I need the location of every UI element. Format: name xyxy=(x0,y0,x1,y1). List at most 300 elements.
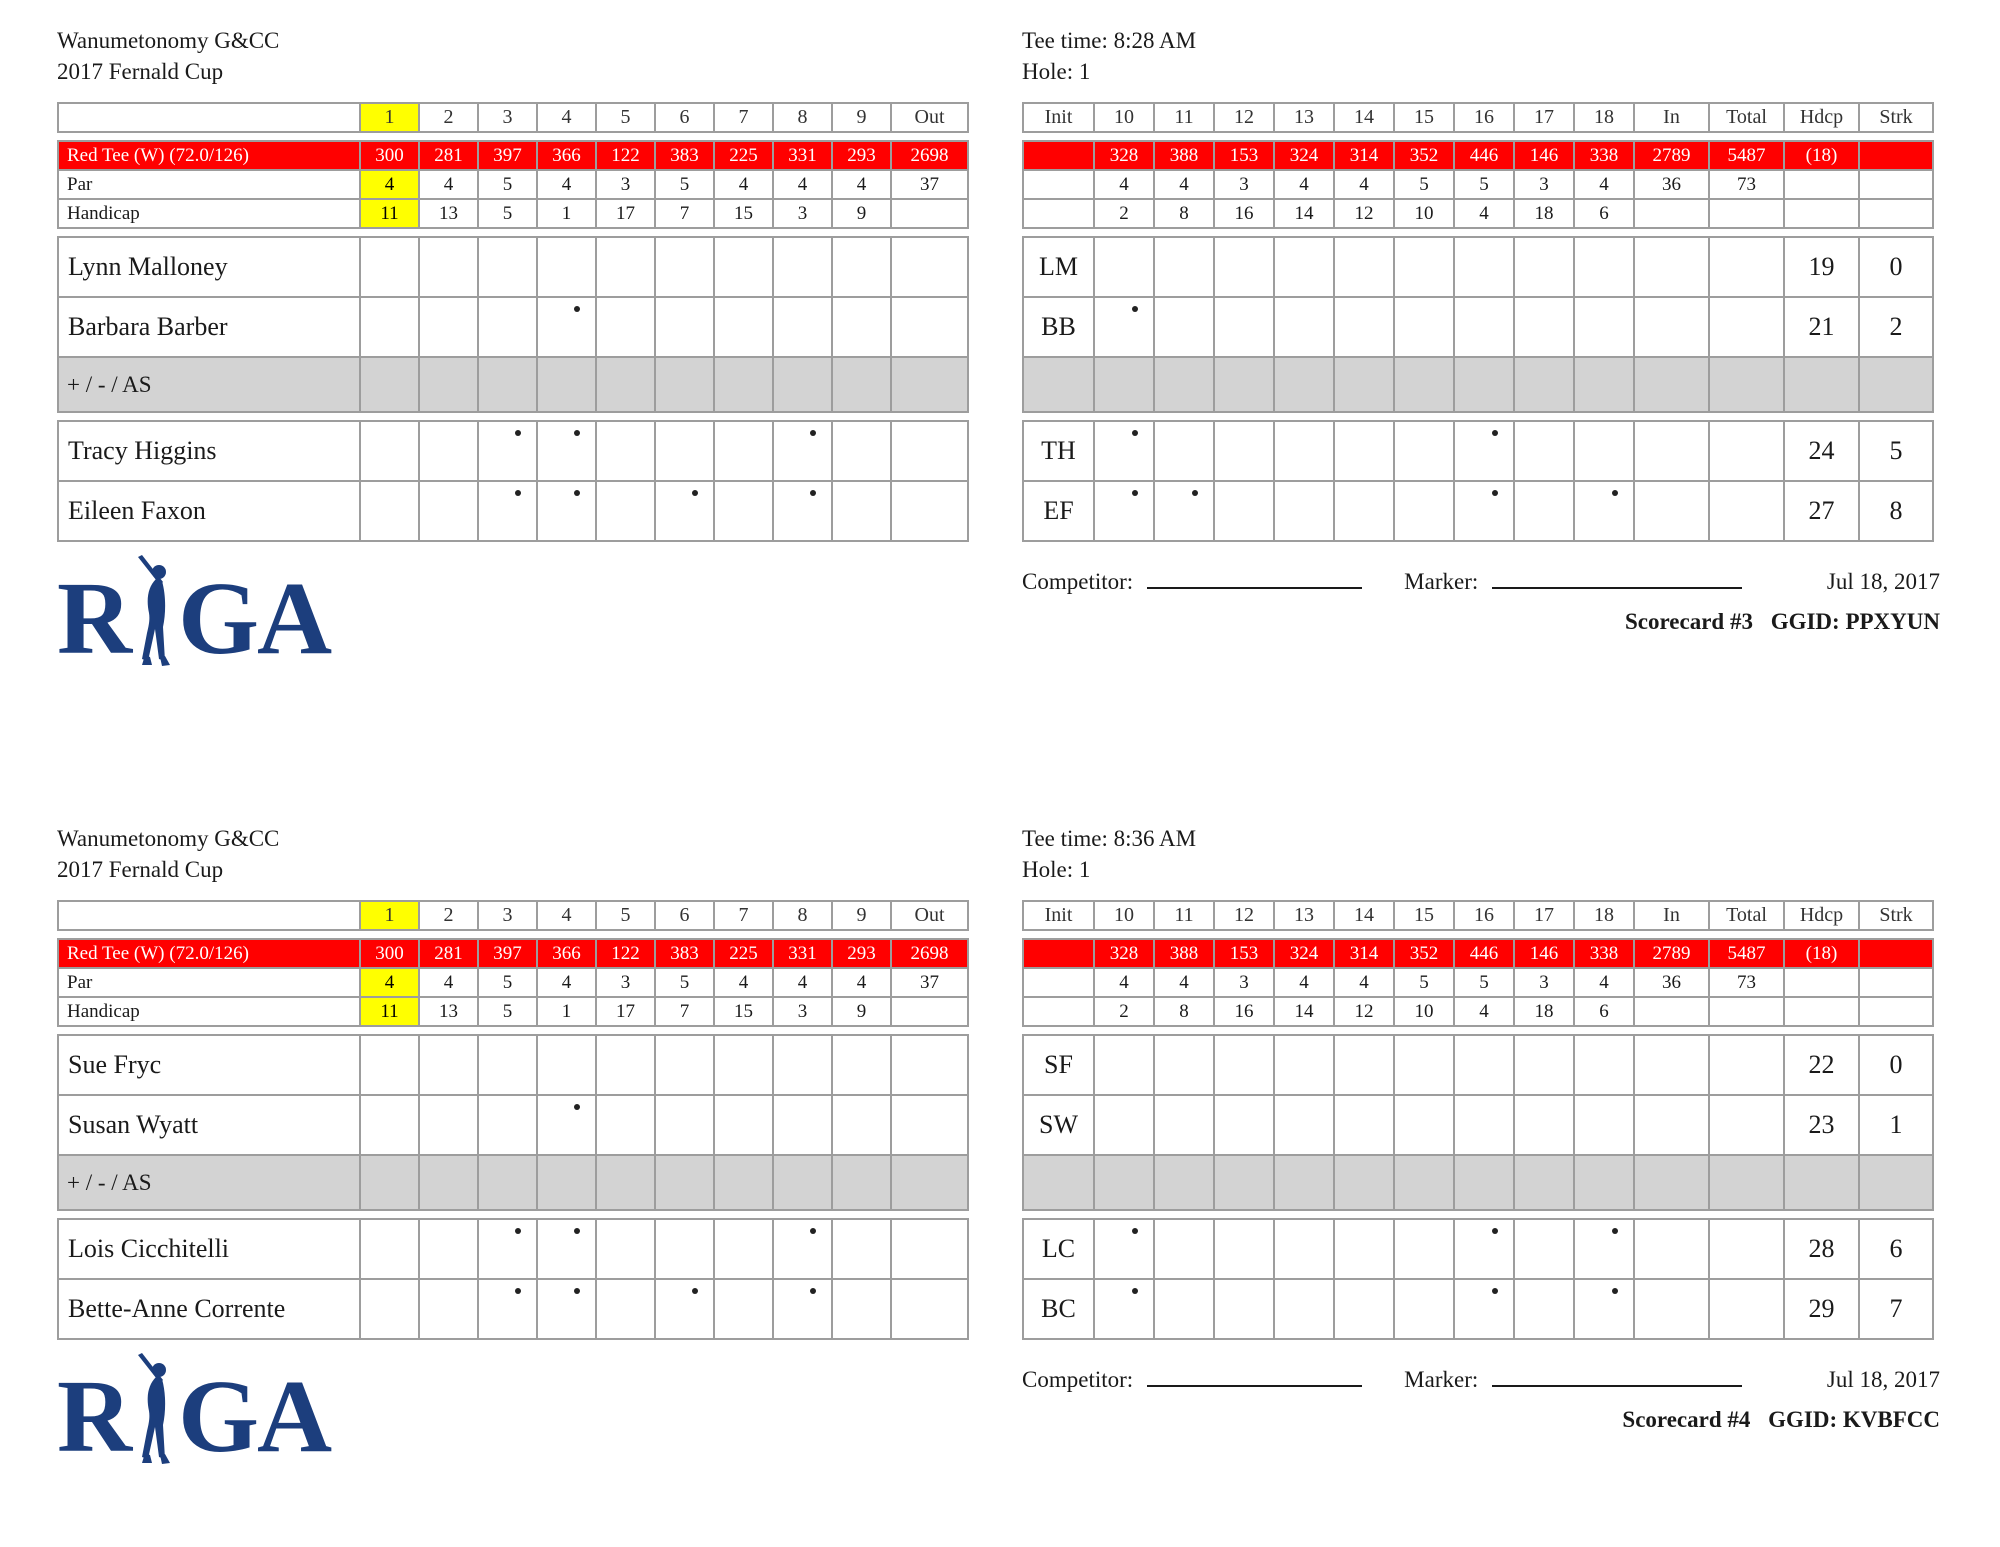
total-cell xyxy=(1709,1279,1784,1339)
par-cell: 36 xyxy=(1634,170,1709,199)
hole-header-cell: 7 xyxy=(714,901,773,930)
handicap-cell: 5 xyxy=(478,997,537,1026)
handicap-cell: 16 xyxy=(1214,997,1274,1026)
score-cell xyxy=(1394,421,1454,481)
yardage-cell: 352 xyxy=(1394,141,1454,170)
hdcp-cell: 29 xyxy=(1784,1279,1859,1339)
score-cell xyxy=(1394,1219,1454,1279)
front-team2-table xyxy=(57,420,969,542)
score-cell xyxy=(1274,297,1334,357)
yardage-cell: 383 xyxy=(655,939,714,968)
stroke-dot xyxy=(1132,1288,1138,1294)
hole-header-cell: Init xyxy=(1023,103,1094,132)
handicap-cell: 18 xyxy=(1514,997,1574,1026)
hole-header-cell: 3 xyxy=(478,103,537,132)
par-cell: 4 xyxy=(1334,170,1394,199)
hole-header-cell: Hdcp xyxy=(1784,901,1859,930)
par-cell: 4 xyxy=(1274,170,1334,199)
par-cell: 4 xyxy=(419,170,478,199)
handicap-cell: 9 xyxy=(832,199,891,228)
total-cell xyxy=(1709,1095,1784,1155)
hdcp-cell: 23 xyxy=(1784,1095,1859,1155)
score-cell xyxy=(1454,481,1514,541)
handicap-cell: 1 xyxy=(537,199,596,228)
score-cell xyxy=(655,421,714,481)
handicap-cell xyxy=(1784,997,1859,1026)
plusminus-cell xyxy=(1094,1155,1154,1210)
card-footer xyxy=(1022,555,1940,667)
plusminus-cell xyxy=(537,357,596,412)
yardage-cell: 146 xyxy=(1514,939,1574,968)
score-cell xyxy=(655,1035,714,1095)
score-cell xyxy=(1094,1279,1154,1339)
handicap-cell: 4 xyxy=(1454,997,1514,1026)
handicap-cell: 7 xyxy=(655,199,714,228)
handicap-cell: 15 xyxy=(714,997,773,1026)
score-cell xyxy=(1334,421,1394,481)
hole-indicator: Hole: 1 xyxy=(1022,59,1091,84)
stroke-dot xyxy=(810,1288,816,1294)
hdcp-cell: 24 xyxy=(1784,421,1859,481)
score-cell xyxy=(478,481,537,541)
score-cell xyxy=(360,1095,419,1155)
par-cell: 4 xyxy=(832,170,891,199)
score-cell xyxy=(1154,421,1214,481)
score-cell xyxy=(773,1219,832,1279)
handicap-cell: 2 xyxy=(1094,199,1154,228)
player-initials-cell: BC xyxy=(1023,1279,1094,1339)
score-cell xyxy=(1454,1035,1514,1095)
handicap-cell: 3 xyxy=(773,997,832,1026)
hole-header-cell: 9 xyxy=(832,103,891,132)
total-cell xyxy=(1709,481,1784,541)
handicap-cell xyxy=(1634,997,1709,1026)
scorecard-number: Scorecard #3 xyxy=(1624,609,1753,634)
par-cell xyxy=(1784,968,1859,997)
score-cell xyxy=(596,1035,655,1095)
yardage-cell: (18) xyxy=(1784,141,1859,170)
plusminus-cell xyxy=(1214,357,1274,412)
score-cell xyxy=(360,237,419,297)
riga-logo xyxy=(57,555,1022,676)
plusminus-cell xyxy=(1574,1155,1634,1210)
front-team2-table xyxy=(57,1218,969,1340)
hole-header-cell: 15 xyxy=(1394,103,1454,132)
yardage-cell: 328 xyxy=(1094,939,1154,968)
stroke-dot xyxy=(1192,490,1198,496)
score-cell xyxy=(1094,1095,1154,1155)
handicap-cell: 10 xyxy=(1394,199,1454,228)
score-cell xyxy=(1514,237,1574,297)
back-header-table xyxy=(1022,900,1934,931)
stroke-dot xyxy=(574,430,580,436)
plusminus-cell xyxy=(596,357,655,412)
back-teeinfo-table xyxy=(1022,140,1934,229)
out-total-cell xyxy=(891,237,968,297)
par-cell: 36 xyxy=(1634,968,1709,997)
score-cell xyxy=(1514,1035,1574,1095)
score-cell xyxy=(419,421,478,481)
score-cell xyxy=(360,481,419,541)
score-cell xyxy=(478,421,537,481)
plusminus-cell xyxy=(891,1155,968,1210)
plusminus-cell xyxy=(1574,357,1634,412)
hole-header-cell: 5 xyxy=(596,901,655,930)
score-cell xyxy=(1154,1035,1214,1095)
handicap-cell: 6 xyxy=(1574,997,1634,1026)
yardage-cell: 225 xyxy=(714,939,773,968)
out-total-cell xyxy=(891,1035,968,1095)
score-cell xyxy=(1274,1095,1334,1155)
score-cell xyxy=(714,297,773,357)
golfer-icon xyxy=(132,555,176,667)
stroke-dot xyxy=(515,430,521,436)
score-cell xyxy=(1454,1095,1514,1155)
score-cell xyxy=(478,297,537,357)
strk-cell: 0 xyxy=(1859,1035,1933,1095)
score-cell xyxy=(1394,1095,1454,1155)
score-cell xyxy=(1454,237,1514,297)
par-cell: 4 xyxy=(1334,968,1394,997)
front-header-table xyxy=(57,900,969,931)
stroke-dot xyxy=(1612,1288,1618,1294)
tee-time: Tee time: 8:36 AM xyxy=(1022,826,1197,851)
in-total-cell xyxy=(1634,1279,1709,1339)
par-cell: 4 xyxy=(714,968,773,997)
stroke-dot xyxy=(574,1288,580,1294)
hole-header-cell: 17 xyxy=(1514,103,1574,132)
yardage-cell: 388 xyxy=(1154,939,1214,968)
score-cell xyxy=(419,1279,478,1339)
marker-label: Marker: xyxy=(1404,569,1479,594)
yardage-cell: 5487 xyxy=(1709,939,1784,968)
handicap-cell: 13 xyxy=(419,997,478,1026)
score-cell xyxy=(360,1035,419,1095)
hole-header-cell: Strk xyxy=(1859,103,1933,132)
front-nine-table xyxy=(57,102,967,549)
handicap-cell: 2 xyxy=(1094,997,1154,1026)
par-cell: 3 xyxy=(596,170,655,199)
plusminus-cell xyxy=(1394,357,1454,412)
par-cell: 73 xyxy=(1709,968,1784,997)
stroke-dot xyxy=(1612,1228,1618,1234)
yardage-cell: 366 xyxy=(537,939,596,968)
plusminus-cell xyxy=(1154,1155,1214,1210)
handicap-cell: 10 xyxy=(1394,997,1454,1026)
yardage-cell: 338 xyxy=(1574,939,1634,968)
par-cell: 5 xyxy=(478,170,537,199)
player-name-cell: Sue Fryc xyxy=(58,1035,360,1095)
yardage-cell: 153 xyxy=(1214,141,1274,170)
par-cell: 4 xyxy=(537,170,596,199)
stroke-dot xyxy=(1132,490,1138,496)
handicap-cell: 18 xyxy=(1514,199,1574,228)
total-cell xyxy=(1709,1035,1784,1095)
score-cell xyxy=(1454,421,1514,481)
par-cell: 3 xyxy=(1214,170,1274,199)
yardage-cell: 446 xyxy=(1454,141,1514,170)
score-cell xyxy=(1334,237,1394,297)
plusminus-cell xyxy=(714,357,773,412)
logo-letter-r: R xyxy=(57,561,131,676)
plusminus-cell xyxy=(1394,1155,1454,1210)
handicap-cell: 9 xyxy=(832,997,891,1026)
yardage-cell: 324 xyxy=(1274,141,1334,170)
plusminus-cell xyxy=(360,357,419,412)
stroke-dot xyxy=(810,1228,816,1234)
strk-cell: 5 xyxy=(1859,421,1933,481)
score-cell xyxy=(1154,1219,1214,1279)
yardage-cell xyxy=(1859,141,1933,170)
handicap-cell xyxy=(1784,199,1859,228)
par-cell: 4 xyxy=(1154,170,1214,199)
score-cell xyxy=(1574,1219,1634,1279)
logo-letter-r: R xyxy=(57,1359,131,1474)
hole-header-cell: 14 xyxy=(1334,103,1394,132)
par-cell: 4 xyxy=(419,968,478,997)
score-cell xyxy=(832,1219,891,1279)
hole-header-cell: 4 xyxy=(537,103,596,132)
score-cell xyxy=(1514,1095,1574,1155)
player-name-cell: Lois Cicchitelli xyxy=(58,1219,360,1279)
plusminus-cell xyxy=(1859,1155,1933,1210)
score-cell xyxy=(714,481,773,541)
plusminus-cell xyxy=(891,357,968,412)
score-cell xyxy=(1574,481,1634,541)
strk-cell: 8 xyxy=(1859,481,1933,541)
hole-header-cell: 18 xyxy=(1574,901,1634,930)
plusminus-cell xyxy=(1634,357,1709,412)
hole-header-cell: 2 xyxy=(419,901,478,930)
yardage-cell: 331 xyxy=(773,939,832,968)
score-cell xyxy=(1214,481,1274,541)
score-cell xyxy=(1094,421,1154,481)
hole-header-cell xyxy=(58,103,360,132)
score-cell xyxy=(832,237,891,297)
score-cell xyxy=(537,1095,596,1155)
par-cell: 4 xyxy=(1094,170,1154,199)
handicap-cell: 4 xyxy=(1454,199,1514,228)
score-cell xyxy=(537,1279,596,1339)
hole-header-cell: 17 xyxy=(1514,901,1574,930)
par-cell xyxy=(1859,170,1933,199)
par-cell: 5 xyxy=(1454,968,1514,997)
score-cell xyxy=(596,1095,655,1155)
handicap-cell: 3 xyxy=(773,199,832,228)
card-header xyxy=(57,25,1940,87)
marker-label: Marker: xyxy=(1404,1367,1479,1392)
hole-header-cell: 12 xyxy=(1214,103,1274,132)
stroke-dot xyxy=(1132,430,1138,436)
hole-header-cell: In xyxy=(1634,103,1709,132)
hole-header-cell: 13 xyxy=(1274,901,1334,930)
yardage-cell: 2698 xyxy=(891,141,968,170)
handicap-cell: 12 xyxy=(1334,997,1394,1026)
round-date: Jul 18, 2017 xyxy=(1826,1367,1940,1392)
score-cell xyxy=(537,1219,596,1279)
hdcp-cell: 22 xyxy=(1784,1035,1859,1095)
score-cell xyxy=(1094,1219,1154,1279)
hdcp-cell: 21 xyxy=(1784,297,1859,357)
score-cell xyxy=(596,1279,655,1339)
player-initials-cell: SW xyxy=(1023,1095,1094,1155)
score-cell xyxy=(1214,421,1274,481)
score-cell xyxy=(1574,1095,1634,1155)
front-nine-table xyxy=(57,900,967,1347)
hole-header-cell: 8 xyxy=(773,103,832,132)
par-cell: 5 xyxy=(1454,170,1514,199)
par-cell xyxy=(1784,170,1859,199)
score-cell xyxy=(478,1035,537,1095)
stroke-dot xyxy=(574,1228,580,1234)
stroke-dot xyxy=(810,430,816,436)
score-cell xyxy=(419,481,478,541)
in-total-cell xyxy=(1634,1035,1709,1095)
score-cell xyxy=(1574,421,1634,481)
plusminus-cell xyxy=(1514,1155,1574,1210)
total-cell xyxy=(1709,1219,1784,1279)
plusminus-cell xyxy=(1784,1155,1859,1210)
score-cell xyxy=(1214,237,1274,297)
ggid-code: GGID: PPXYUN xyxy=(1770,609,1940,634)
yardage-cell: 328 xyxy=(1094,141,1154,170)
card-header xyxy=(57,823,1940,885)
out-total-cell xyxy=(891,481,968,541)
competitor-signature-line xyxy=(1147,565,1362,589)
plusminus-cell xyxy=(773,357,832,412)
hole-header-cell: 11 xyxy=(1154,103,1214,132)
score-cell xyxy=(1334,1035,1394,1095)
score-cell xyxy=(1154,1279,1214,1339)
score-cell xyxy=(1514,1219,1574,1279)
score-cell xyxy=(596,421,655,481)
stroke-dot xyxy=(810,490,816,496)
score-cell xyxy=(537,481,596,541)
yardage-cell: 352 xyxy=(1394,939,1454,968)
score-cell xyxy=(1274,1035,1334,1095)
score-cell xyxy=(655,481,714,541)
score-cell xyxy=(1574,237,1634,297)
hole-header-cell: 4 xyxy=(537,901,596,930)
hole-header-cell: 6 xyxy=(655,901,714,930)
player-initials-cell: SF xyxy=(1023,1035,1094,1095)
par-cell: 37 xyxy=(891,170,968,199)
score-cell xyxy=(537,297,596,357)
hole-header-cell: 7 xyxy=(714,103,773,132)
score-cell xyxy=(1214,1219,1274,1279)
score-cell xyxy=(714,1095,773,1155)
score-cell xyxy=(537,421,596,481)
handicap-cell xyxy=(1859,997,1933,1026)
total-cell xyxy=(1709,297,1784,357)
tee-name-cell: Red Tee (W) (72.0/126) xyxy=(58,939,360,968)
plusminus-cell xyxy=(1709,1155,1784,1210)
score-cell xyxy=(419,1035,478,1095)
hole-header-cell: Hdcp xyxy=(1784,103,1859,132)
plusminus-cell xyxy=(1214,1155,1274,1210)
back-header-table xyxy=(1022,102,1934,133)
hole-header-cell xyxy=(58,901,360,930)
strk-cell: 6 xyxy=(1859,1219,1933,1279)
score-cell xyxy=(1574,1279,1634,1339)
par-label-cell: Par xyxy=(58,170,360,199)
plusminus-cell xyxy=(596,1155,655,1210)
back-team2-table xyxy=(1022,420,1934,542)
plusminus-cell xyxy=(773,1155,832,1210)
yardage-cell: 314 xyxy=(1334,141,1394,170)
score-cell xyxy=(714,1219,773,1279)
plusminus-label-cell: + / - / AS xyxy=(58,357,360,412)
competitor-label: Competitor: xyxy=(1022,1367,1134,1392)
player-initials-cell: LM xyxy=(1023,237,1094,297)
hole-header-cell: 6 xyxy=(655,103,714,132)
hole-header-cell: Init xyxy=(1023,901,1094,930)
out-total-cell xyxy=(891,297,968,357)
score-cell xyxy=(655,1219,714,1279)
hole-header-cell: 1 xyxy=(360,901,419,930)
par-label-cell xyxy=(1023,968,1094,997)
player-initials-cell: BB xyxy=(1023,297,1094,357)
handicap-label-cell: Handicap xyxy=(58,997,360,1026)
player-initials-cell: TH xyxy=(1023,421,1094,481)
plusminus-cell xyxy=(1094,357,1154,412)
competitor-signature-line xyxy=(1147,1363,1362,1387)
handicap-cell xyxy=(891,997,968,1026)
par-cell: 4 xyxy=(360,170,419,199)
score-cell xyxy=(537,1035,596,1095)
in-total-cell xyxy=(1634,297,1709,357)
round-date: Jul 18, 2017 xyxy=(1826,569,1940,594)
handicap-cell: 8 xyxy=(1154,997,1214,1026)
in-total-cell xyxy=(1634,481,1709,541)
score-cell xyxy=(596,481,655,541)
hole-header-cell: 9 xyxy=(832,901,891,930)
back-nine-table xyxy=(1022,102,1932,549)
hole-header-cell: 12 xyxy=(1214,901,1274,930)
score-cell xyxy=(360,1219,419,1279)
stroke-dot xyxy=(692,1288,698,1294)
yardage-cell: 397 xyxy=(478,141,537,170)
hole-header-cell: Strk xyxy=(1859,901,1933,930)
score-cell xyxy=(1334,1095,1394,1155)
hdcp-cell: 27 xyxy=(1784,481,1859,541)
par-cell: 4 xyxy=(1574,968,1634,997)
back-nine-table xyxy=(1022,900,1932,1347)
score-cell xyxy=(1574,1035,1634,1095)
course-name: Wanumetonomy G&CC xyxy=(57,826,280,851)
plusminus-cell xyxy=(655,357,714,412)
score-cell xyxy=(714,237,773,297)
plusminus-cell xyxy=(1634,1155,1709,1210)
plusminus-cell xyxy=(1709,357,1784,412)
stroke-dot xyxy=(515,490,521,496)
yardage-cell: 293 xyxy=(832,939,891,968)
score-cell xyxy=(1154,481,1214,541)
hole-header-cell: Total xyxy=(1709,901,1784,930)
score-cell xyxy=(419,1095,478,1155)
golfer-icon xyxy=(132,1353,176,1465)
score-cell xyxy=(832,1095,891,1155)
par-cell: 4 xyxy=(360,968,419,997)
yardage-cell: 281 xyxy=(419,939,478,968)
score-cell xyxy=(1214,297,1274,357)
score-cell xyxy=(1154,237,1214,297)
yardage-cell xyxy=(1859,939,1933,968)
handicap-cell xyxy=(1859,199,1933,228)
par-cell: 5 xyxy=(655,170,714,199)
strk-cell: 0 xyxy=(1859,237,1933,297)
hole-header-cell: 11 xyxy=(1154,901,1214,930)
